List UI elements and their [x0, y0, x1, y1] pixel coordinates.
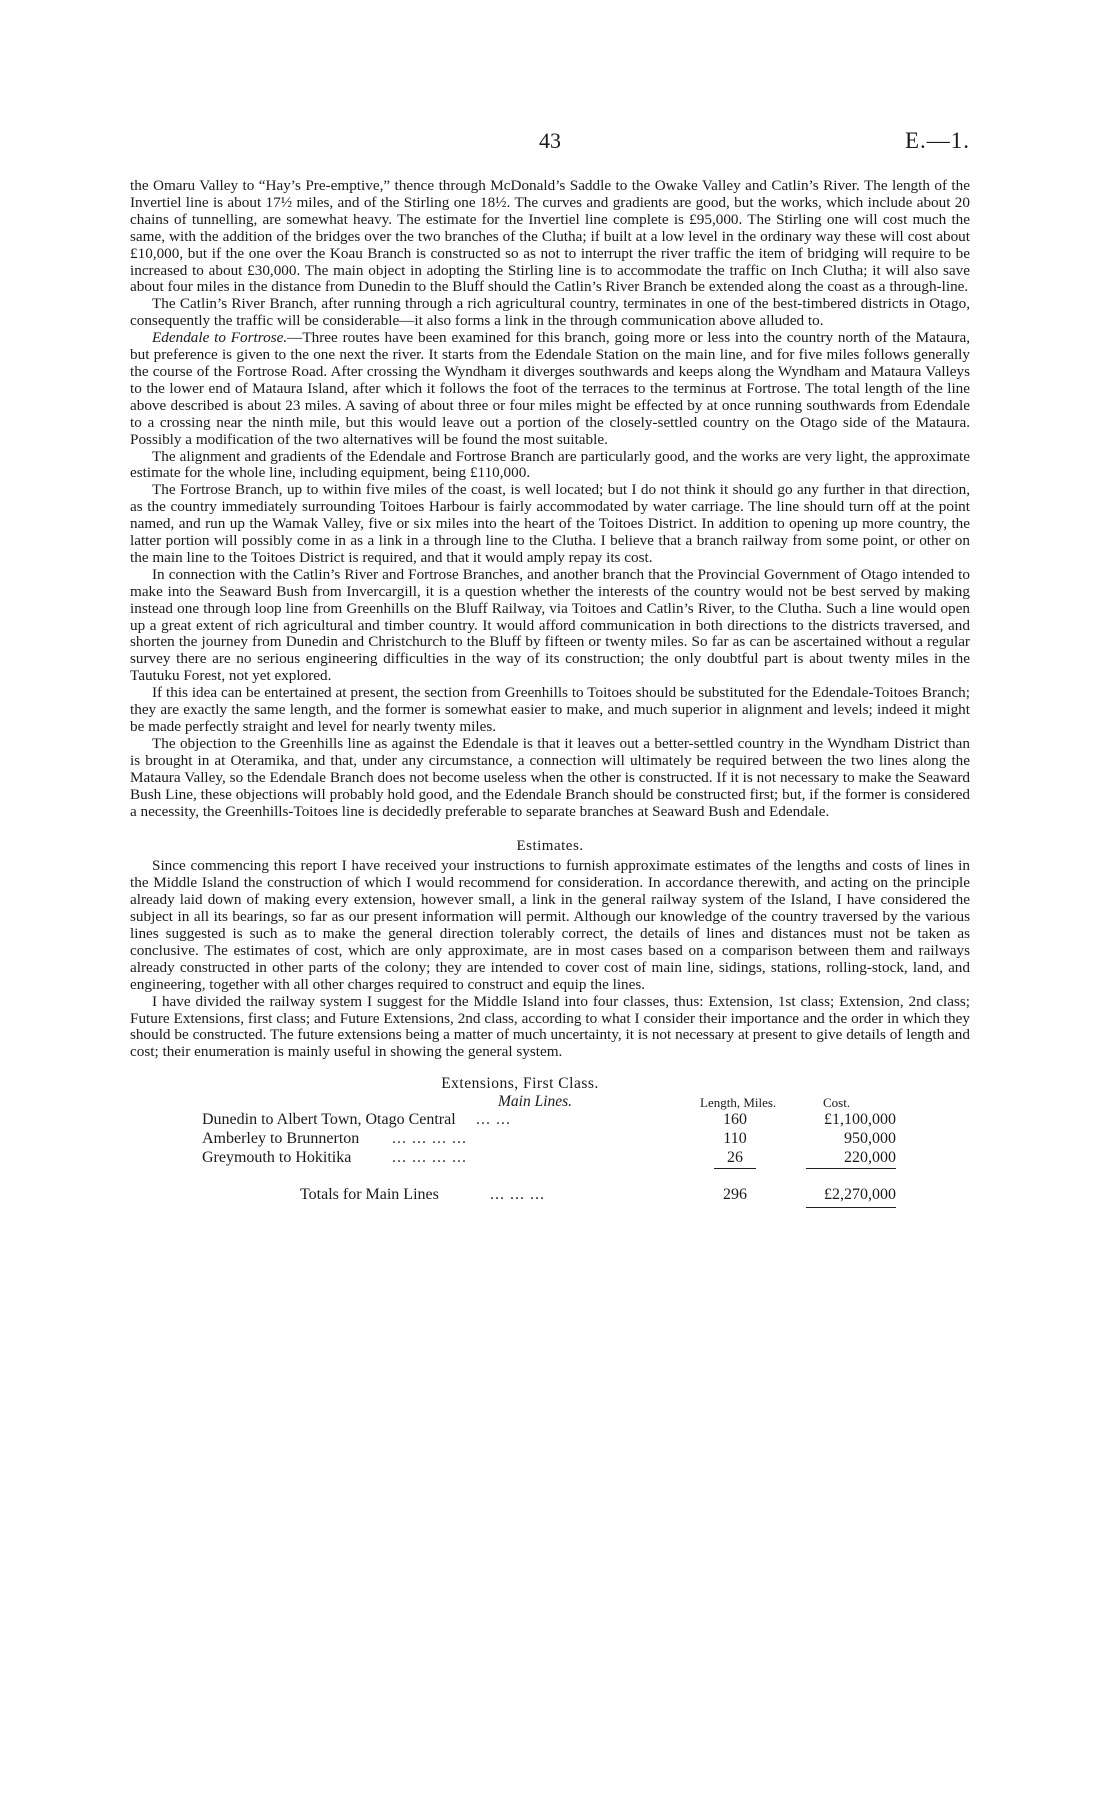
- cost-subtotal-rule: [806, 1168, 896, 1169]
- column-header-cost: Cost.: [823, 1095, 851, 1111]
- total-rule: [806, 1207, 896, 1208]
- table-row: [130, 1130, 970, 1149]
- table-row: [130, 1149, 970, 1168]
- length-subtotal-rule: [714, 1168, 756, 1169]
- line-cost: 220,000: [844, 1149, 896, 1167]
- line-length: 26: [727, 1149, 743, 1167]
- paragraph: The alignment and gradients of the Edendale and Fortrose Branch are particularly good, and the works are very light, the approximate estimate for the whole line, including equipment, being £110,000.: [130, 447, 970, 482]
- paragraph: Since commencing this report I have received your instructions to furnish approximate estimates of the lengths and costs of lines in the Middle Island the construction of which I would recommend for consideration. In accordance therewith, and acting on the principle already laid down of making every extension, however small, a link in the general railway system of the Island, I have considered the subject in all its bearings, so far as our present information will permit. Although our knowledge of the country traversed by the various lines suggested is such as to make the general direction tolerably correct, the details of lines and distances must not be taken as conclusive. The estimates of cost, which are only approximate, are in most cases based on a comparison between them and railways already constructed in other parts of the colony; they are intended to cover cost of main line, sidings, stations, rolling-stock, land, and engineering, together with all other charges required to construct and equip the lines.: [130, 857, 970, 993]
- table-subtitle: Main Lines.: [498, 1093, 573, 1111]
- total-cost: £2,270,000: [824, 1186, 896, 1204]
- table-row: [130, 1111, 970, 1130]
- total-label: Totals for Main Lines: [300, 1186, 439, 1204]
- paragraph: I have divided the railway system I suggest for the Middle Island into four classes, thus: Extension, 1st class; Extension, 2nd class; Future Extensions, first class; and Future Extensions, 2nd class, according to what I consider their importance and the order in which they should be constructed. The future extensions being a matter of much uncertainty, it is not necessary at present to give details of length and cost; their enumeration is mainly useful in showing the general system.: [130, 992, 970, 1061]
- paragraph: If this idea can be entertained at present, the section from Greenhills to Toitoes should be substituted for the Edendale-Toitoes Branch; they are exactly the same length, and the former is somewhat easier to make, and much superior in alignment and levels; indeed it might be made perfectly straight and level for nearly twenty miles.: [130, 684, 970, 735]
- leader-dots: ... ... ...: [490, 1186, 545, 1204]
- line-length: 110: [723, 1130, 747, 1148]
- table-total-row: [130, 1186, 970, 1208]
- leader-dots: ... ... ... ...: [392, 1149, 467, 1167]
- paragraph: The Fortrose Branch, up to within five miles of the coast, is well located; but I do not think it should go any further in that direction, as the country immediately surrounding Toitoes Harbour is fairly accommodated by water carriage. The line should turn off at the point named, and run up the Wamak Valley, five or six miles into the heart of the Toitoes District. In addition to opening up more country, the latter portion will possibly come in as a link in a through line to the Clutha. I believe that a branch railway from some point, or other on the main line to the Toitoes District is required, and that it would amply repay its cost.: [130, 481, 970, 566]
- line-name: Amberley to Brunnerton: [202, 1130, 360, 1148]
- paragraph: the Omaru Valley to “Hay’s Pre-emptive,” thence through McDonald’s Saddle to the Owake Valley and Catlin’s River. The length of the Invertiel line is about 17½ miles, and of the Stirling one 18½. The curves and gradients are good, but the works, which include about 20 chains of tunnelling, are somewhat heavy. The estimate for the Invertiel line complete is £95,000. The Stirling one will cost much the same, with the addition of the bridges over the two branches of the Clutha; if built at a low level in the ordinary way these will cost about £10,000, but if the one over the Koau Branch is constructed so as not to interrupt the river traffic the item of bridging will require to be increased to about £30,000. The main object in adopting the Stirling line is to accommodate the traffic on Inch Clutha; it will also save about four miles in the distance from Dunedin to the Bluff should the Catlin’s River Branch be extended along the coast as a through-line.: [130, 177, 970, 296]
- leader-dots: ... ... ... ...: [392, 1130, 467, 1148]
- total-length: 296: [723, 1186, 747, 1204]
- section-heading-estimates: Estimates.: [516, 838, 584, 855]
- document-reference: E.—1.: [904, 128, 970, 153]
- page-number: 43: [539, 128, 561, 153]
- column-header-length: Length, Miles.: [700, 1095, 777, 1111]
- paragraph-lead: Edendale to Fortrose.: [152, 329, 288, 347]
- line-cost: £1,100,000: [824, 1111, 896, 1129]
- paragraph: In connection with the Catlin’s River and Fortrose Branches, and another branch that the Provincial Government of Otago intended to make into the Seaward Bush from Invercargill, it is a question whether the interests of the country would not be best served by making instead one through loop line from Greenhills on the Bluff Railway, via Toitoes and Catlin’s River, to the Clutha. Such a line would open up a great extent of rich agricultural and timber country. It would afford communication in both directions to the districts traversed, and shorten the journey from Dunedin and Christchurch to the Bluff by fifteen or twenty miles. So far as can be ascertained without a regular survey there are no serious engineering difficulties in the way of its construction; the only doubtful part is about twenty miles in the Tautuku Forest, not yet explored.: [130, 565, 970, 685]
- line-name: Greymouth to Hokitika: [202, 1149, 352, 1167]
- line-length: 160: [723, 1111, 747, 1129]
- table-title: Extensions, First Class.: [441, 1075, 599, 1093]
- line-cost: 950,000: [844, 1130, 896, 1148]
- line-name: Dunedin to Albert Town, Otago Central: [202, 1111, 456, 1129]
- leader-dots: ... ...: [476, 1111, 511, 1129]
- document-page: [130, 128, 970, 1208]
- paragraph: The Catlin’s River Branch, after running through a rich agricultural country, terminates in one of the best-timbered districts in Otago, consequently the traffic will be considerable—it also forms a link in the through communication above alluded to.: [130, 295, 970, 330]
- paragraph: Edendale to Fortrose.—Three routes have been examined for this branch, going more or less into the country north of the Mataura, but preference is given to the one next the river. It starts from the Edendale Station on the main line, and for five miles follows generally the course of the Fortrose Road. After crossing the Wyndham it diverges southwards and keeps along the Wyndham and Mataura Valleys to the lower end of Mataura Island, after which it follows the foot of the terraces to the terminus at Fortrose. The total length of the line above described is about 23 miles. A saving of about three or four miles might be effected by at once running southwards from Edendale to a crossing near the ninth mile, but this would leave out a portion of the closely-settled country on the Otago side of the Mataura. Possibly a modification of the two alternatives will be found the most suitable.: [130, 329, 970, 448]
- report-body: [130, 178, 970, 1061]
- paragraph: The objection to the Greenhills line as against the Edendale is that it leaves out a better-settled country in the Wyndham District than is brought in at Oteramika, and that, under any circumstance, a connection will ultimately be required between the two lines along the Mataura Valley, so the Edendale Branch does not become useless when the other is constructed. If it is not necessary to make the Seaward Bush Line, these objections will probably hold good, and the Edendale Branch should be constructed first; but, if the former is considered a necessity, the Greenhills-Toitoes line is decidedly preferable to separate branches at Seaward Bush and Edendale.: [130, 734, 970, 820]
- table-subheader: [130, 1093, 970, 1111]
- page-header: [130, 128, 970, 164]
- estimates-table: [130, 1075, 970, 1208]
